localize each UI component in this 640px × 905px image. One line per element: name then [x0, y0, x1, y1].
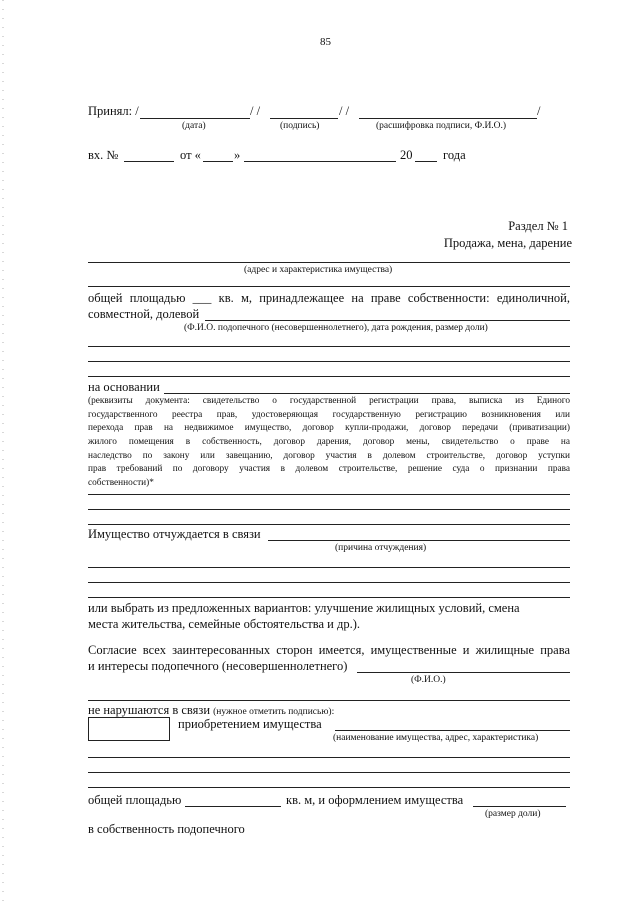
property-address-caption: (адрес и характеристика имущества) — [244, 265, 393, 275]
incoming-number-label: вх. № — [88, 148, 119, 162]
basis-label: на основании — [88, 380, 160, 394]
separator: / / — [250, 104, 261, 118]
accepted-label: Принял: / — [88, 104, 139, 118]
alienation-options-line: или выбрать из предложенных вариантов: улучшение жилищных условий, смена — [88, 601, 520, 615]
blank-line[interactable] — [88, 772, 570, 773]
alienation-label: Имущество отчуждается в связи — [88, 527, 261, 541]
signature-decode-caption: (расшифровка подписи, Ф.И.О.) — [376, 121, 507, 131]
basis-details-line: жилого помещения в собственность, договор дарения, договор мены, свидетельство о праве на — [88, 437, 570, 447]
basis-details-last: собственности)* — [88, 478, 154, 488]
year-label: года — [443, 148, 466, 162]
property-address-field[interactable] — [88, 262, 570, 263]
scan-margin-artifact — [2, 0, 4, 905]
property-address-field-2[interactable] — [88, 286, 570, 287]
incoming-number-field[interactable] — [124, 161, 174, 162]
share-field[interactable] — [473, 806, 566, 807]
area-ownership-line: общей площадью ___ кв. м, принадлежащее на праве собственности: единоличной, — [88, 291, 570, 305]
blank-line[interactable] — [88, 757, 570, 758]
alienation-reason-caption: (причина отчуждения) — [335, 543, 427, 553]
ward-name-field[interactable] — [357, 672, 570, 673]
basis-details-line: наследство по закону или завещанию, договор участия в долевом строительстве, договор уступки — [88, 451, 570, 461]
year-prefix: 20 — [400, 148, 413, 162]
separator: / / — [339, 104, 350, 118]
owner-field[interactable] — [205, 320, 570, 321]
date-caption: (дата) — [182, 121, 206, 131]
section-title: Раздел № 1 — [508, 219, 568, 233]
quote-close: » — [234, 148, 241, 162]
alienation-reason-field[interactable] — [268, 540, 570, 541]
acquisition-signature-box[interactable] — [88, 717, 170, 741]
blank-line[interactable] — [88, 787, 570, 788]
not-violated-label — [88, 703, 334, 718]
ownership-line: в собственность подопечного — [88, 822, 245, 836]
blank-line[interactable] — [88, 494, 570, 495]
blank-line[interactable] — [88, 524, 570, 525]
year-field[interactable] — [415, 161, 437, 162]
basis-details-line: прав требований по договору участия в долевом строительстве, решение суда о признании права — [88, 464, 570, 474]
blank-line[interactable] — [88, 346, 570, 347]
consent-line: Согласие всех заинтересованных сторон имеется, имущественные и жилищные права — [88, 643, 570, 657]
blank-line[interactable] — [88, 567, 570, 568]
blank-line[interactable] — [88, 582, 570, 583]
month-field[interactable] — [244, 161, 396, 162]
blank-line[interactable] — [88, 597, 570, 598]
blank-line[interactable] — [88, 509, 570, 510]
owner-caption: (Ф.И.О. подопечного (несовершеннолетнего), дата рождения, размер доли) — [184, 323, 488, 333]
signature-field[interactable] — [270, 118, 338, 119]
date-field[interactable] — [140, 118, 250, 119]
section-subtitle: Продажа, мена, дарение — [443, 236, 572, 250]
acquisition-field[interactable] — [335, 730, 570, 731]
footer-area-label: общей площадью — [88, 793, 182, 807]
acquisition-caption: (наименование имущества, адрес, характеристика) — [333, 733, 539, 743]
blank-line[interactable] — [88, 700, 570, 701]
from-label: от « — [180, 148, 201, 162]
basis-details-line: (реквизиты документа: свидетельство о государственной регистрации права, выписка из Единого — [88, 396, 570, 406]
ward-name-caption: (Ф.И.О.) — [411, 675, 446, 685]
share-caption: (размер доли) — [485, 809, 541, 819]
not-violated-note: (нужное отметить подписью): — [213, 707, 335, 717]
basis-field[interactable] — [164, 393, 570, 394]
basis-details-line: государственного реестра прав, удостоверяющая государственную регистрацию возникновения или — [88, 410, 570, 420]
footer-area-suffix: кв. м, и оформлением имущества — [286, 793, 464, 807]
blank-line[interactable] — [88, 361, 570, 362]
signature-decode-field[interactable] — [359, 118, 537, 119]
footer-area-field[interactable] — [185, 806, 281, 807]
acquisition-label: приобретением имущества — [178, 717, 322, 731]
consent-line: и интересы подопечного (несовершеннолетнего) — [88, 659, 348, 673]
signature-caption: (подпись) — [280, 121, 320, 131]
page-number: 85 — [320, 36, 331, 48]
separator: / — [537, 104, 541, 118]
basis-details-line: перехода прав на недвижимое имущество, договор купли-продажи, договор передачи (приватизации) — [88, 423, 570, 433]
not-violated-text: не нарушаются в связи — [88, 703, 211, 717]
alienation-options-line: места жительства, семейные обстоятельства и др.). — [88, 617, 361, 631]
shared-ownership-label: совместной, долевой — [88, 307, 200, 321]
blank-line[interactable] — [88, 376, 570, 377]
day-field[interactable] — [203, 161, 233, 162]
